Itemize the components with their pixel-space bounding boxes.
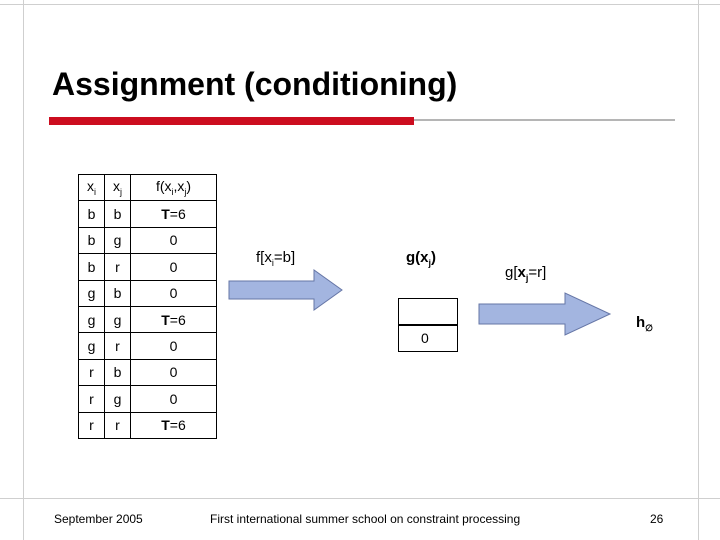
cell-xj: g [105, 306, 131, 332]
cell-value: 0 [131, 386, 217, 412]
cell-value: 0 [131, 359, 217, 385]
cell-xj: b [105, 201, 131, 227]
cell-value: T=6 [131, 412, 217, 438]
cell-xi: r [79, 386, 105, 412]
cell-value: 0 [131, 280, 217, 306]
header-xi: $x_i$ [79, 175, 105, 201]
f-condition-label: $f[x_i=b]$ [256, 249, 296, 268]
cell-xj: b [105, 280, 131, 306]
page-number: 26 [650, 512, 664, 526]
cell-value: 0 [131, 227, 217, 253]
cell-value: T=6 [131, 306, 217, 332]
cell-xi: b [79, 254, 105, 280]
slide-title: Assignment (conditioning) [52, 66, 458, 102]
cell-xj: r [105, 412, 131, 438]
footer-date: September 2005 [54, 512, 143, 526]
cell-xj: b [105, 359, 131, 385]
g-condition-label: $g[x_j=r]$ [505, 264, 547, 283]
cell-xj: g [105, 227, 131, 253]
g-table-value: 0 [421, 330, 429, 346]
cell-xi: b [79, 201, 105, 227]
cell-xi: g [79, 280, 105, 306]
cell-value: T=6 [131, 201, 217, 227]
cell-xj: r [105, 254, 131, 280]
cell-xi: g [79, 333, 105, 359]
arrow-right-2 [479, 293, 610, 335]
cell-xi: r [79, 412, 105, 438]
cell-xj: r [105, 333, 131, 359]
footer-event: First international summer school on constraint processing [210, 512, 521, 526]
header-xj: $x_j$ [105, 175, 131, 201]
cell-value: 0 [131, 254, 217, 280]
arrow-right-1 [229, 270, 342, 310]
h-result-label: $h_\emptyset$ [636, 314, 654, 333]
cell-xi: b [79, 227, 105, 253]
cell-xj: g [105, 386, 131, 412]
g-function-label: $g(x_j)$ [406, 249, 437, 268]
header-f: $f(x_i,x_j)$ [131, 175, 217, 201]
cell-value: 0 [131, 333, 217, 359]
cell-xi: g [79, 306, 105, 332]
cell-xi: r [79, 359, 105, 385]
